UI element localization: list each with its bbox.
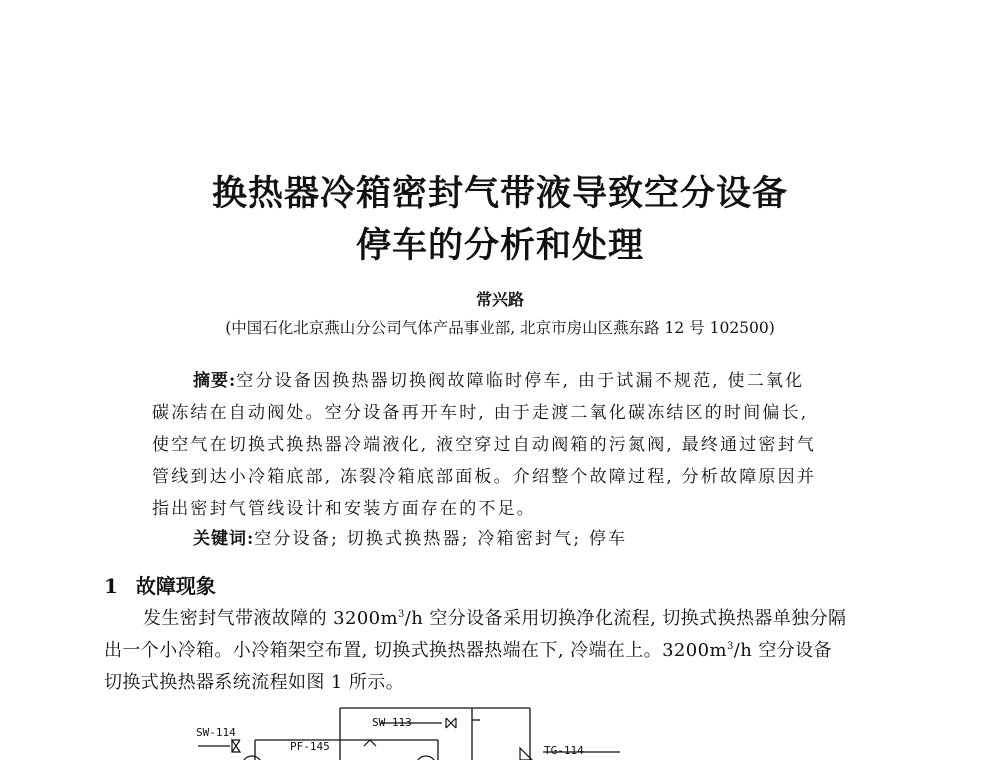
- label-sw113: SW-113: [372, 716, 412, 729]
- paper-title-line-1: 换热器冷箱密封气带液导致空分设备: [211, 173, 788, 214]
- body-text: 发生密封气带液故障的 3200m: [143, 608, 398, 629]
- section-title: 故障现象: [135, 574, 216, 598]
- label-sw114: SW-114: [196, 726, 236, 739]
- abstract-line: 使空气在切换式换热器冷端液化, 液空穿过自动阀箱的污氮阀, 最终通过密封气: [152, 435, 817, 455]
- label-tg114: TG-114: [544, 744, 584, 757]
- section-heading: [104, 570, 216, 599]
- process-flow-diagram: [180, 700, 740, 760]
- body-text: /h 空分设备: [733, 640, 832, 661]
- label-pf145: PF-145: [290, 740, 330, 753]
- body-text: /h 空分设备采用切换净化流程, 切换式换热器单独分隔: [404, 608, 847, 629]
- author-name: 常兴路: [475, 290, 524, 309]
- body-line: 切换式换热器系统流程如图 1 所示。: [104, 672, 405, 693]
- section-number: 1: [104, 574, 118, 598]
- abstract-label: 摘要:: [193, 371, 237, 391]
- keywords-line: [193, 524, 627, 549]
- body-line: [143, 604, 846, 630]
- superscript: 3: [726, 641, 734, 652]
- keywords-text: 空分设备; 切换式换热器; 冷箱密封气; 停车: [254, 529, 628, 549]
- vessel-icon: [242, 756, 262, 760]
- valve-icon: [232, 740, 240, 752]
- author-affiliation: (中国石化北京燕山分公司气体产品事业部, 北京市房山区燕东路 12 号 102500): [225, 319, 775, 337]
- abstract-line: 碳冻结在自动阀处。空分设备再开车时, 由于走渡二氧化碳冻结区的时间偏长,: [152, 403, 809, 423]
- paper-title-line-2: 停车的分析和处理: [355, 225, 644, 266]
- keywords-label: 关键词:: [193, 529, 255, 549]
- body-line: [104, 636, 832, 662]
- superscript: 3: [398, 609, 405, 620]
- body-text: 出一个小冷箱。小冷箱架空布置, 切换式换热器热端在下, 冷端在上。3200m: [104, 640, 727, 661]
- abstract-text: 空分设备因换热器切换阀故障临时停车, 由于试漏不规范, 使二氧化: [236, 371, 805, 391]
- abstract-line: 指出密封气管线设计和安装方面存在的不足。: [152, 499, 536, 519]
- valve-icon: [446, 718, 456, 728]
- abstract-line: 管线到达小冷箱底部, 冻裂冷箱底部面板。介绍整个故障过程, 分析故障原因并: [152, 467, 817, 487]
- abstract-line: [193, 366, 804, 391]
- vessel-icon: [416, 756, 436, 760]
- valve-icon: [364, 740, 376, 746]
